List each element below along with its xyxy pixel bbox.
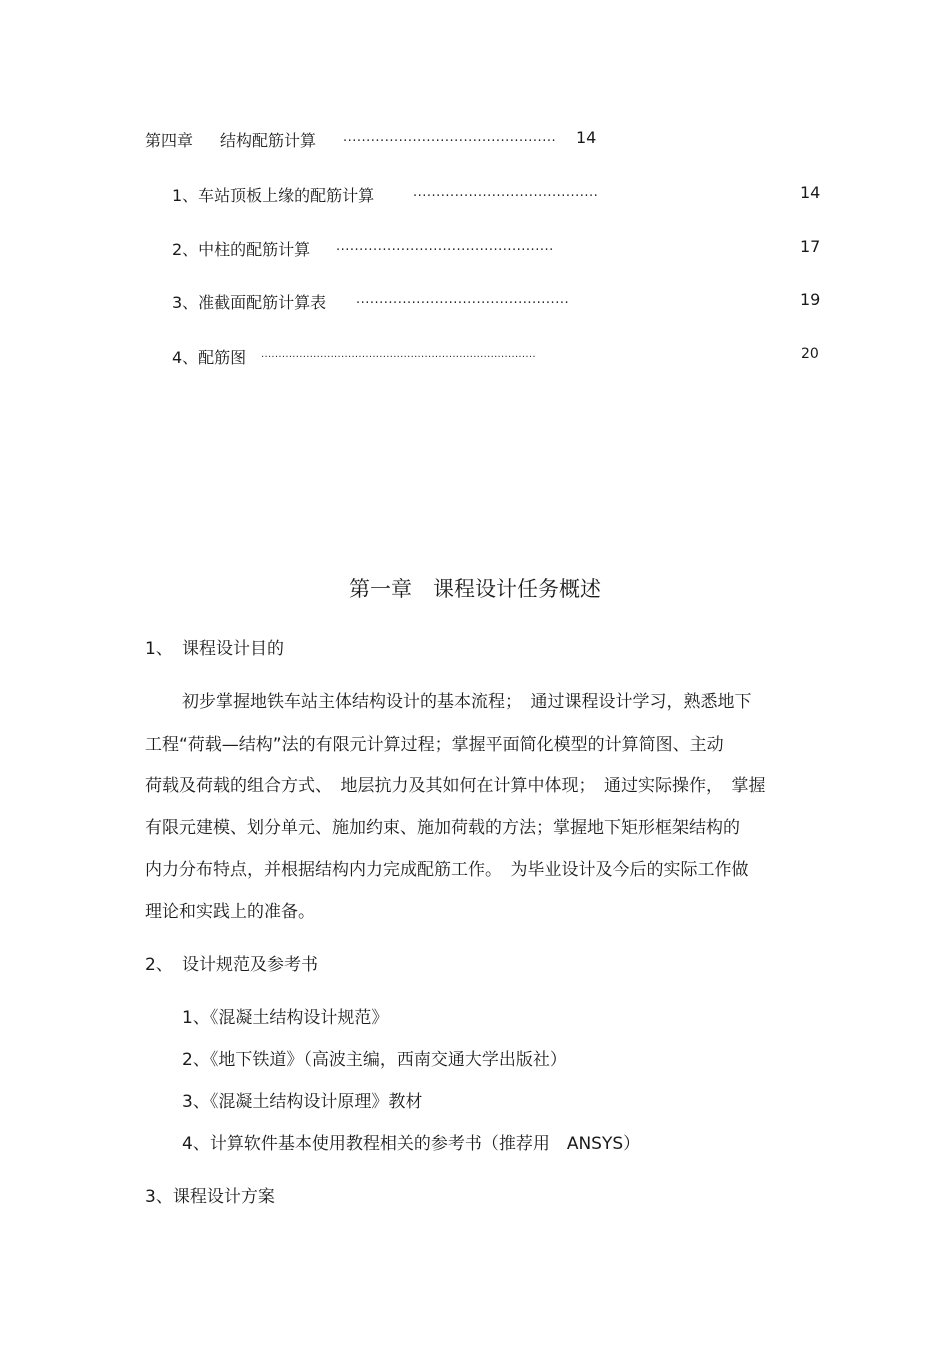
paragraph-line-1: 初步掌握地铁车站主体结构设计的基本流程； 通过课程设计学习，熟悉地下 (182, 692, 752, 712)
paragraph-line-5: 内力分布特点，并根据结构内力完成配筋工作。 为毕业设计及今后的实际工作做 (145, 860, 749, 880)
toc-item-4-page: 20 (801, 346, 819, 362)
reference-item-2: 2、《地下铁道》（高波主编，西南交通大学出版社） (182, 1050, 567, 1070)
toc-item-3-label: 3、准截面配筋计算表 (172, 293, 327, 312)
toc-chapter4-dots: .............................................. (343, 130, 557, 145)
paragraph-line-4: 有限元建模、划分单元、施加约束、施加荷载的方法；掌握地下矩形框架结构的 (145, 818, 740, 838)
toc-item-1-dots: ........................................ (413, 185, 599, 200)
section-3-title: 3、课程设计方案 (145, 1187, 275, 1207)
toc-item-4-label: 4、配筋图 (172, 348, 247, 367)
toc-item-2-label: 2、中柱的配筋计算 (172, 240, 311, 259)
chapter-title: 第一章 课程设计任务概述 (349, 577, 601, 601)
toc-item-2-dots: ............................................... (336, 239, 554, 254)
toc-item-2-page: 17 (800, 237, 821, 256)
section-1-title: 课程设计目的 (182, 639, 284, 659)
reference-item-1: 1、《混凝土结构设计规范》 (182, 1008, 389, 1028)
paragraph-line-3: 荷载及荷载的组合方式、 地层抗力及其如何在计算中体现； 通过实际操作， 掌握 (145, 776, 766, 796)
toc-item-3-page: 19 (800, 290, 821, 309)
toc-chapter4-label: 第四章 (145, 131, 194, 150)
reference-item-3: 3、《混凝土结构设计原理》教材 (182, 1092, 423, 1112)
toc-item-3-dots: .............................................. (356, 292, 570, 307)
toc-item-4-dots: ............................................................................... (261, 349, 536, 360)
section-1-number: 1、 (145, 639, 173, 659)
section-2-number: 2、 (145, 955, 173, 975)
paragraph-line-6: 理论和实践上的准备。 (145, 902, 315, 922)
toc-item-1-label: 1、车站顶板上缘的配筋计算 (172, 186, 375, 205)
reference-item-4: 4、计算软件基本使用教程相关的参考书（推荐用 ANSYS） (182, 1134, 641, 1154)
toc-chapter4-page: 14 (576, 128, 597, 147)
toc-item-1-page: 14 (800, 183, 821, 202)
paragraph-line-2: 工程“荷载—结构”法的有限元计算过程；掌握平面简化模型的计算简图、主动 (145, 735, 724, 755)
section-2-title: 设计规范及参考书 (182, 955, 318, 975)
toc-chapter4-title: 结构配筋计算 (220, 131, 317, 150)
